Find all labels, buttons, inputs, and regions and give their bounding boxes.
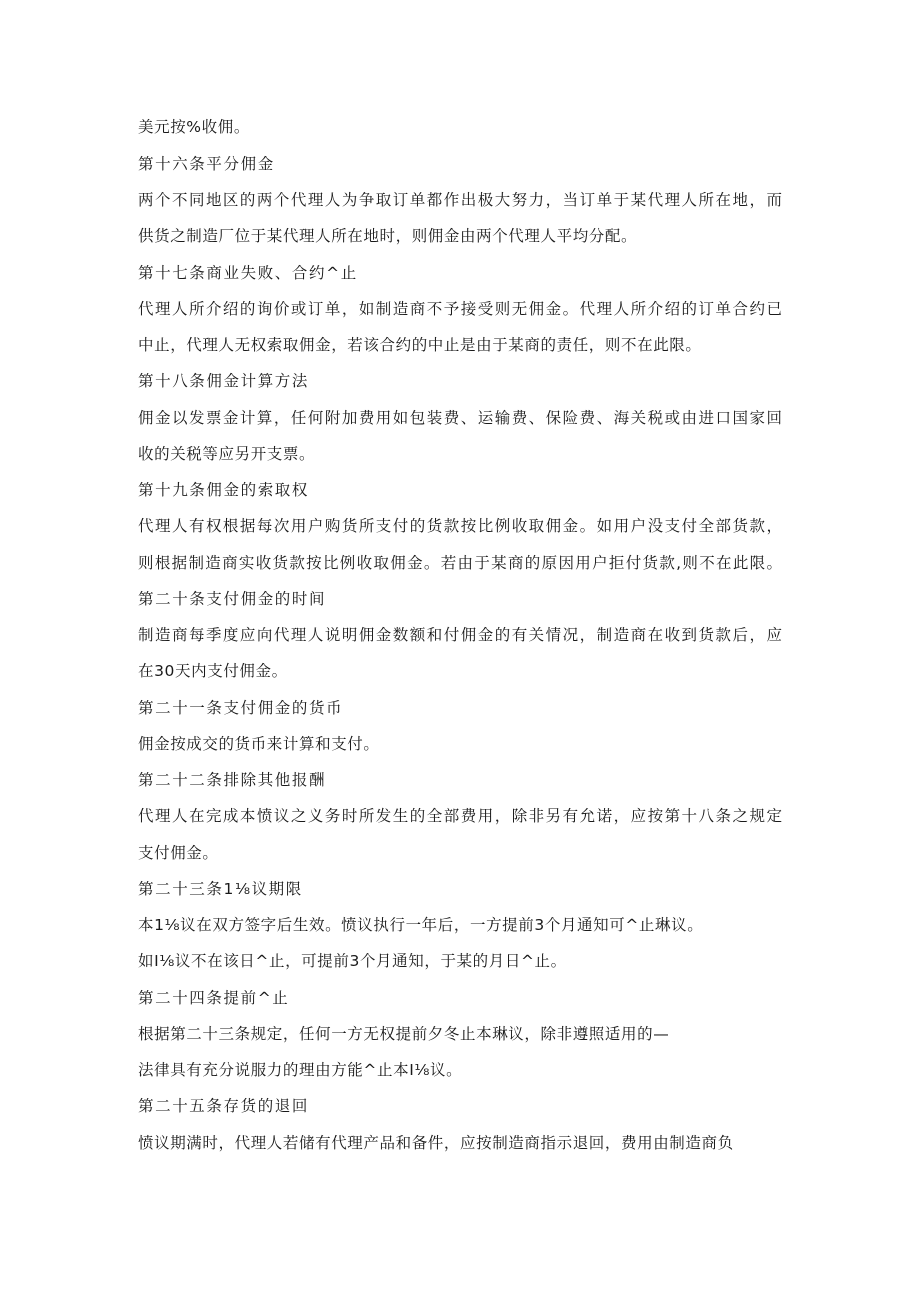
section-heading: 第十八条佣金计算方法 (138, 372, 310, 390)
section-heading: 第十六条平分佣金 (138, 155, 275, 173)
text-line: 佣金以发票金计算，任何附加费用如包装费、运输费、保险费、海关税或由进口国家回 (138, 409, 782, 427)
text-line: 代理人有权根据每次用户购货所支付的货款按比例收取佣金。如用户没支付全部货款， (138, 517, 782, 535)
section-heading: 第二十条支付佣金的时间 (138, 590, 327, 608)
text-line: 本1⅛议在双方签字后生效。愤议执行一年后，一方提前3个月通知可^止琳议。 (138, 916, 704, 934)
text-line: 佣金按成交的货币来计算和支付。 (138, 735, 380, 753)
text-line: 两个不同地区的两个代理人为争取订单都作出极大努力，当订单于某代理人所在地，而 (138, 191, 782, 209)
text-line: 中止，代理人无权索取佣金，若该合约的中止是由于某商的责任，则不在此限。 (138, 336, 702, 354)
text-line: 则根据制造商实收货款按比例收取佣金。若由于某商的原因用户拒付货款,则不在此限。 (138, 554, 782, 572)
text-line: 收的关税等应另开支票。 (138, 445, 316, 463)
text-line: 代理人所介绍的询价或订单，如制造商不予接受则无佣金。代理人所介绍的订单合约已 (138, 300, 782, 318)
text-line: 代理人在完成本愤议之义务时所发生的全部费用，除非另有允诺，应按第十八条之规定 (138, 807, 782, 825)
text-line: 支付佣金。 (138, 844, 219, 862)
section-heading: 第二十四条提前^止 (138, 989, 290, 1007)
text-line: 制造商每季度应向代理人说明佣金数额和付佣金的有关情况，制造商在收到货款后，应 (138, 626, 782, 644)
section-heading: 第二十五条存货的退回 (138, 1097, 310, 1115)
text-line: 美元按%收佣。 (138, 118, 250, 136)
text-line: 愤议期满时，代理人若储有代理产品和备件，应按制造商指示退回，费用由制造商负 (138, 1134, 734, 1152)
section-heading: 第十七条商业失败、合约^止 (138, 264, 358, 282)
text-line: 在30天内支付佣金。 (138, 662, 288, 680)
text-line: 根据第二十三条规定，任何一方无权提前夕冬止本琳议，除非遵照适用的— (138, 1025, 670, 1043)
section-heading: 第十九条佣金的索取权 (138, 481, 310, 499)
section-heading: 第二十一条支付佣金的货币 (138, 699, 344, 717)
section-heading: 第二十二条排除其他报酬 (138, 771, 327, 789)
text-line: 法律具有充分说服力的理由方能^止本I⅛议。 (138, 1061, 463, 1079)
text-line: 如I⅛议不在该日^止，可提前3个月通知，于某的月日^止。 (138, 952, 567, 970)
text-line: 供货之制造厂位于某代理人所在地时，则佣金由两个代理人平均分配。 (138, 227, 638, 245)
section-heading: 第二十三条1⅛议期限 (138, 880, 303, 898)
